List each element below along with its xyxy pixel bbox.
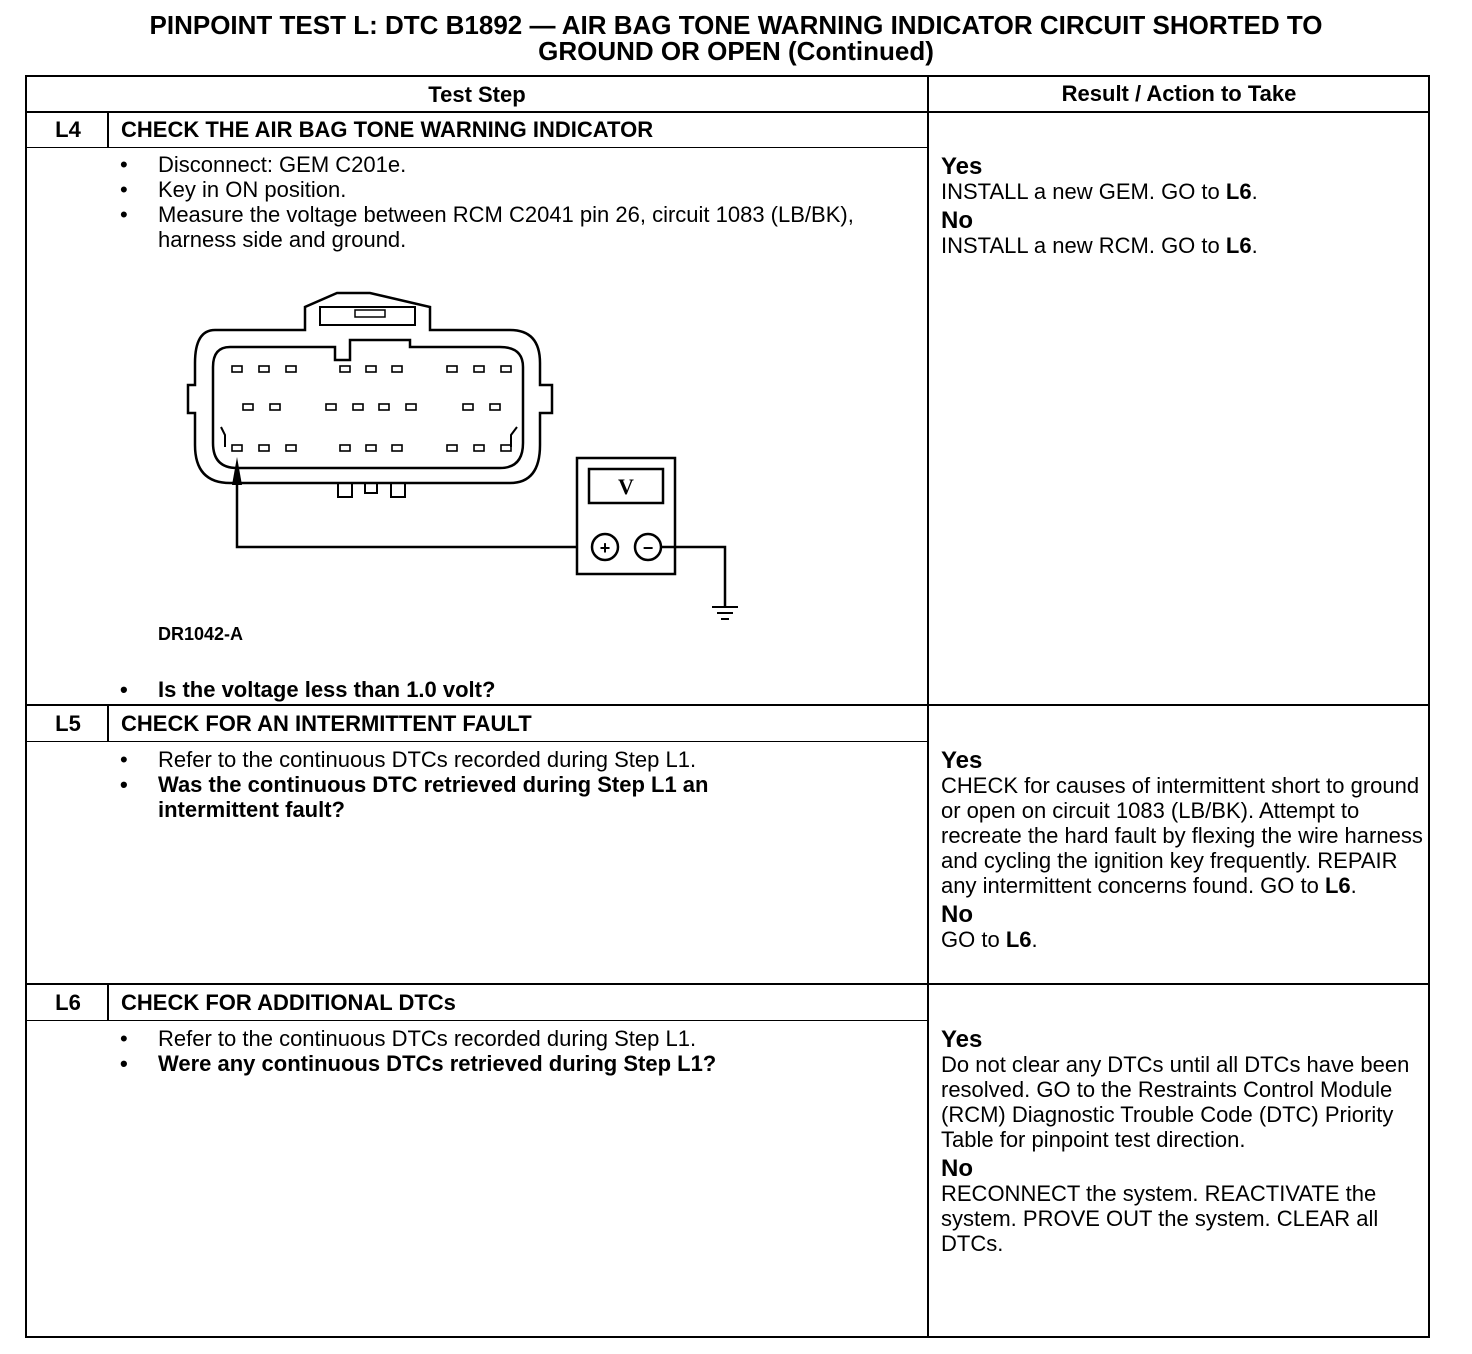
header-test-step: Test Step bbox=[428, 82, 526, 107]
connector-pins bbox=[232, 366, 511, 451]
no-label: No bbox=[941, 207, 973, 234]
yes-action: Do not clear any DTCs until all DTCs have been resolved. GO to the Restraints Control Module (RCM) Diagnostic Trouble Code (DTC) Priority Table for pinpoint test direction. bbox=[941, 1052, 1410, 1152]
meter-negative-sign: − bbox=[642, 538, 654, 558]
yes-label: Yes bbox=[941, 747, 983, 774]
step-id-l5: L5 bbox=[55, 711, 81, 736]
list-item: • Refer to the continuous DTCs recorded during Step L1. bbox=[120, 1026, 900, 1051]
connector-voltmeter-diagram bbox=[155, 285, 654, 630]
list-item: • Was the continuous DTC retrieved during Step L1 an intermittent fault? bbox=[120, 772, 820, 822]
yes-label: Yes bbox=[941, 1026, 983, 1053]
l4-result bbox=[941, 150, 1431, 258]
meter-positive-sign: + bbox=[599, 538, 611, 558]
list-item: • Key in ON position. bbox=[120, 177, 880, 202]
page-title bbox=[0, 12, 1472, 64]
list-item: • Were any continuous DTCs retrieved during Step L1? bbox=[120, 1051, 900, 1076]
l4-question bbox=[120, 677, 900, 702]
step-title-l4: CHECK THE AIR BAG TONE WARNING INDICATOR bbox=[121, 117, 654, 142]
yes-action: CHECK for causes of intermittent short to ground or open on circuit 1083 (LB/BK). Attempt to recreate the hard fault by flexing the wire harness and cycling the ignition key frequently. REPAIR any intermittent concerns found. GO to L6. bbox=[941, 773, 1423, 898]
probe-lead bbox=[232, 457, 592, 547]
title-line-1: PINPOINT TEST L: DTC B1892 — AIR BAG TONE WARNING INDICATOR CIRCUIT SHORTED TO bbox=[149, 10, 1323, 40]
list-item: • Disconnect: GEM C201e. bbox=[120, 152, 880, 177]
step-id-l6: L6 bbox=[55, 990, 81, 1015]
figure-id: DR1042-A bbox=[158, 624, 244, 644]
no-action: INSTALL a new RCM. GO to L6. bbox=[941, 233, 1258, 258]
list-item: • Measure the voltage between RCM C2041 pin 26, circuit 1083 (LB/BK), harness side and ground. bbox=[120, 202, 880, 252]
yes-label: Yes bbox=[941, 153, 983, 180]
header-result: Result / Action to Take bbox=[1061, 81, 1297, 106]
no-label: No bbox=[941, 1155, 973, 1182]
l5-instructions bbox=[120, 747, 820, 822]
l6-instructions bbox=[120, 1026, 900, 1076]
column-divider bbox=[927, 75, 929, 1338]
meter-label: V bbox=[618, 474, 634, 499]
l6-title-rule bbox=[25, 1020, 928, 1021]
l4-title-rule bbox=[25, 147, 928, 148]
yes-action: INSTALL a new GEM. GO to L6. bbox=[941, 179, 1258, 204]
l5-title-rule bbox=[25, 741, 928, 742]
l4-instructions bbox=[120, 152, 880, 252]
list-item: • Refer to the continuous DTCs recorded during Step L1. bbox=[120, 747, 820, 772]
step-title-l6: CHECK FOR ADDITIONAL DTCs bbox=[121, 990, 456, 1015]
header-rule bbox=[25, 111, 1430, 113]
no-label: No bbox=[941, 901, 973, 928]
no-action: GO to L6. bbox=[941, 927, 1038, 952]
l5-bottom-rule bbox=[25, 983, 1430, 985]
step-id-l4: L4 bbox=[55, 117, 81, 142]
list-item: • Is the voltage less than 1.0 volt? bbox=[120, 677, 900, 702]
l5-result bbox=[941, 744, 1431, 952]
no-action: RECONNECT the system. REACTIVATE the system. PROVE OUT the system. CLEAR all DTCs. bbox=[941, 1181, 1379, 1256]
title-line-2: GROUND OR OPEN (Continued) bbox=[538, 36, 934, 66]
l4-bottom-rule bbox=[25, 704, 1430, 706]
voltmeter bbox=[577, 458, 675, 574]
step-title-l5: CHECK FOR AN INTERMITTENT FAULT bbox=[121, 711, 532, 736]
l6-result bbox=[941, 1023, 1431, 1256]
